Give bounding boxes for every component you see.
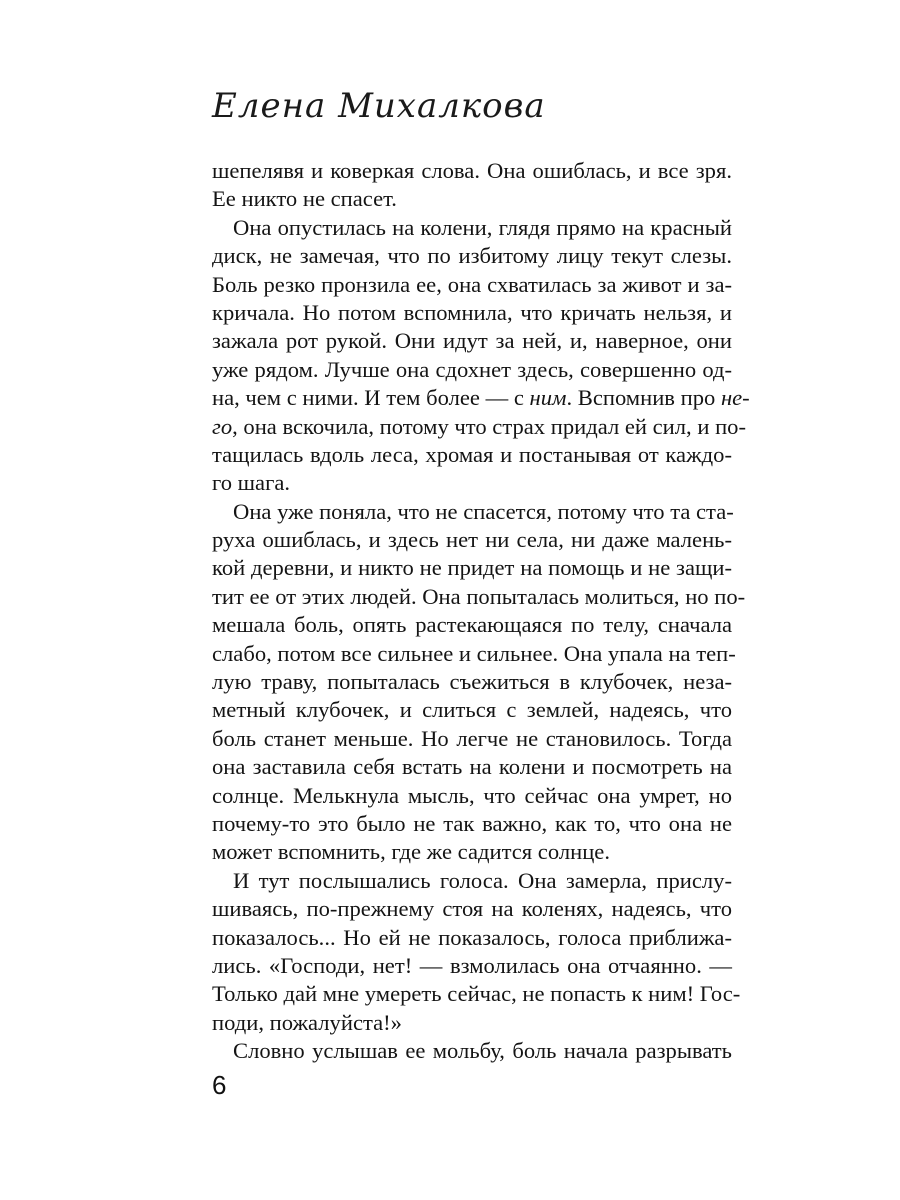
text-line: боль станет меньше. Но легче не становилось. Тогда [212,725,732,751]
text-line: кричала. Но потом вспомнила, что кричать нельзя, и [212,299,732,325]
text-line: Она уже поняла, что не спасется, потому что та ста- [233,498,734,524]
text-line: тит ее от этих людей. Она попыталась молиться, но по- [212,583,746,609]
text-line: почему-то это было не так важно, как то, что она не [212,810,732,836]
text-line: на, чем с ними. И тем более — с ним. Вспомнив про не- [212,385,750,411]
text-line: кой деревни, и никто не придет на помощь и не защи- [212,555,732,581]
text-line: слабо, потом все сильнее и сильнее. Она упала на теп- [212,640,736,666]
italic-word: го [212,413,233,439]
text-line: го шага. [212,470,291,496]
text-line: уже рядом. Лучше она сдохнет здесь, совершенно од- [212,356,732,382]
text-line: диск, не замечая, что по избитому лицу текут слезы. [212,243,732,269]
text-line: Боль резко пронзила ее, она схватилась за живот и за- [212,271,732,297]
text-line: показалось... Но ей не показалось, голоса приближа- [212,924,732,950]
text-line: Словно услышав ее мольбу, боль начала разрывать [233,1038,732,1064]
italic-word: не- [720,385,750,411]
text-line: солнце. Мелькнула мысль, что сейчас она умрет, но [212,782,732,808]
running-head-author: Елена Михалкова [212,86,546,126]
text-line: го, она вскочила, потому что страх придал ей сил, и по- [212,413,746,439]
text-line: она заставила себя встать на колени и посмотреть на [212,754,732,780]
text-line: Только дай мне умереть сейчас, не попасть к ним! Гос- [212,981,741,1007]
text-line: мешала боль, опять растекающаяся по телу, сначала [212,612,732,638]
text-line: шиваясь, по-прежнему стоя на коленях, надеясь, что [212,896,732,922]
text-line: Ее никто не спасет. [212,186,397,212]
text-line: метный клубочек, и слиться с землей, надеясь, что [212,697,732,723]
text-line: лую траву, попыталась съежиться в клубочек, неза- [212,669,732,695]
text-line: И тут послышались голоса. Она замерла, прислу- [233,867,732,893]
italic-word: ним [529,385,567,411]
text-line: может вспомнить, где же садится солнце. [212,839,610,865]
text-line: зажала рот рукой. Они идут за ней, и, наверное, они [212,328,732,354]
text-line: поди, пожалуйста!» [212,1009,402,1035]
text-line: лись. «Господи, нет! — взмолилась она отчаянно. — [212,952,732,978]
text-line: Она опустилась на колени, глядя прямо на красный [233,214,732,240]
page-number: 6 [212,1070,227,1100]
text-line: шепелявя и коверкая слова. Она ошиблась, и все зря. [212,158,732,183]
text-line: тащилась вдоль леса, хромая и постанывая от каждо- [212,441,732,467]
text-line: руха ошиблась, и здесь нет ни села, ни даже малень- [212,527,732,553]
body-text [212,157,750,1066]
